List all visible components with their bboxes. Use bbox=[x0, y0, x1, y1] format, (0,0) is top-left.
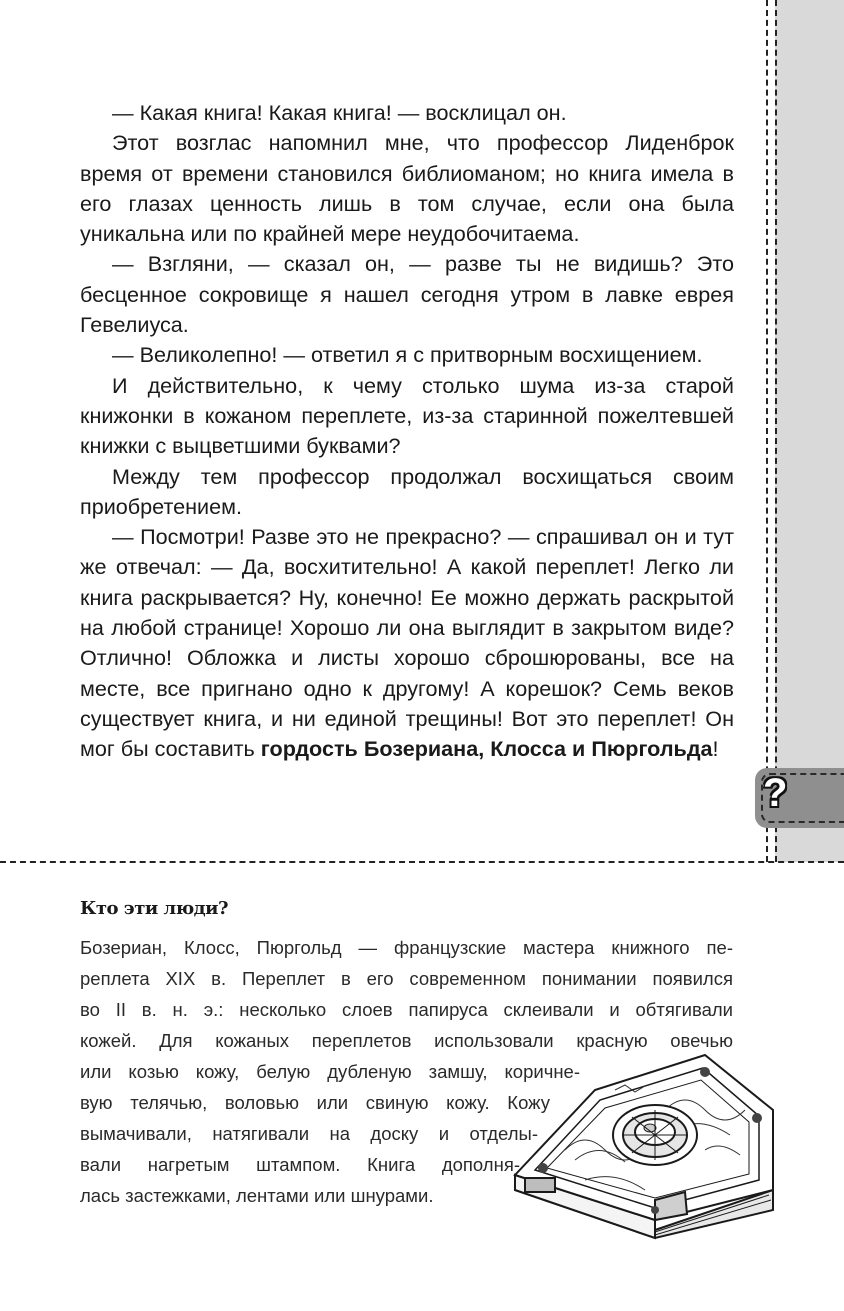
note-line: вую телячью, воловью или свиную кожу. Кожу bbox=[80, 1092, 550, 1113]
horizontal-dashed-divider bbox=[0, 861, 844, 863]
note-line: или козью кожу, белую дубленую замшу, коричне- bbox=[80, 1061, 580, 1082]
paragraph: — Взгляни, — сказал он, — разве ты не видишь? Это бесценное сокровище я нашел сегодня утром в лавке еврея Гевелиуса. bbox=[80, 251, 734, 338]
note-line: вали нагретым штампом. Книга дополня- bbox=[80, 1154, 520, 1175]
side-margin-strip bbox=[775, 0, 844, 862]
paragraph: Между тем профессор продолжал восхищаться своим приобретением. bbox=[80, 463, 734, 519]
note-line: Бозериан, Клосс, Пюргольд — французские мастера книжного пе- bbox=[80, 937, 733, 958]
vertical-dashed-line-outer bbox=[766, 0, 768, 862]
ornate-book-icon bbox=[505, 1050, 775, 1240]
note-line: во II в. н. э.: несколько слоев папируса склеивали и обтягивали bbox=[80, 999, 733, 1020]
note-title: Кто эти люди? bbox=[80, 898, 229, 919]
vertical-dashed-line-inner bbox=[775, 0, 777, 862]
note-line: реплета XIX в. Переплет в его современном понимании появился bbox=[80, 968, 733, 989]
paragraph: И действительно, к чему столько шума из-за старой книжонки в кожаном переплете, из-за старинной пожелтевшей книжки с выцветшими буквами? bbox=[80, 372, 734, 459]
end-punctuation: ! bbox=[712, 736, 719, 762]
question-mark-icon: ? bbox=[763, 771, 788, 815]
question-tab bbox=[755, 768, 844, 828]
note-line: лась застежками, лентами или шнурами. bbox=[80, 1185, 434, 1206]
paragraph: Этот возглас напомнил мне, что профессор Лиденброк время от времени становился библиоманом; но книга имела в его глазах ценность лишь в том случае, если она была уникальна или по крайней мере неудобочитаема. bbox=[80, 130, 734, 247]
paragraph: — Какая книга! Какая книга! — восклицал он. bbox=[112, 100, 567, 125]
paragraph-text: — Посмотри! Разве это не прекрасно? — спрашивал он и тут же отвечал: — Да, восхитительно! А какой переплет! Легко ли книга раскрывается? Ну, конечно! Ее можно держать раскрытой на любой странице! Хорошо ли она выглядит в закрытом виде? Отлично! Обложка и листы хорошо сброшюрованы, все на месте, все пригнано одно к другому! А корешок? Семь веков существует книга, и ни единой трещины! Вот это переплет! Он мог бы составить bbox=[80, 524, 734, 762]
main-story-text bbox=[80, 98, 734, 765]
paragraph-last bbox=[80, 522, 734, 764]
note-line: кожей. Для кожаных переплетов использовали красную овечью bbox=[80, 1030, 733, 1051]
paragraph: — Великолепно! — ответил я с притворным восхищением. bbox=[112, 342, 703, 368]
highlighted-names: гордость Бозериана, Клосса и Пюргольда bbox=[260, 736, 713, 762]
note-line: вымачивали, натягивали на доску и отделы- bbox=[80, 1123, 538, 1144]
